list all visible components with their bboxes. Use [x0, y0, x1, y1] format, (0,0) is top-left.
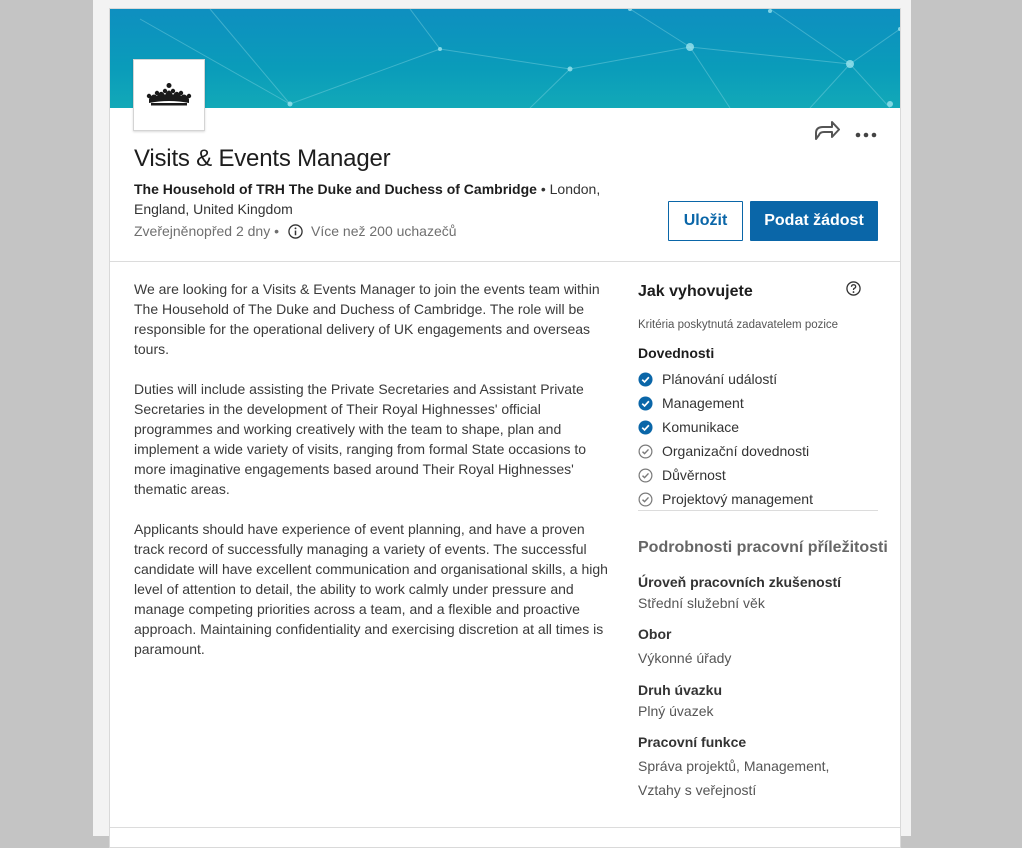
detail-label-job-function: Pracovní funkce	[638, 734, 747, 750]
company-location-line	[134, 179, 654, 219]
check-circle-filled-icon	[638, 372, 653, 387]
skills-heading: Dovednosti	[638, 345, 715, 361]
crown-logo-icon	[145, 82, 193, 108]
detail-value-industry: Výkonné úřady	[638, 650, 732, 666]
job-location: London, England, United Kingdom	[134, 181, 601, 217]
skill-label: Management	[662, 395, 744, 411]
separator: •	[536, 181, 550, 197]
skill-item	[638, 487, 813, 511]
check-circle-filled-icon	[638, 396, 653, 411]
save-button[interactable]: Uložit	[668, 201, 743, 241]
page	[93, 0, 911, 836]
skill-label: Komunikace	[662, 419, 740, 435]
skill-item	[638, 463, 813, 487]
skill-label: Důvěrnost	[662, 467, 726, 483]
detail-value-job-function: Správa projektů, Management, Vztahy s veřejností	[638, 758, 830, 798]
info-icon	[288, 224, 303, 239]
skill-item	[638, 391, 813, 415]
divider	[110, 827, 900, 828]
job-title: Visits & Events Manager	[134, 145, 391, 172]
more-options-icon[interactable]	[854, 126, 878, 134]
description-paragraph: Applicants should have experience of event planning, and have a proven track record of successfully managing a variety of events. The successful candidate will have excellent communication and organisational skills, a high level of attention to detail, the ability to work calmly under pressure and manage competing priorities across a team, and a flexible and proactive approach. Maintaining confidentiality and exercising discretion at all times is paramount.	[134, 521, 608, 657]
skill-item	[638, 439, 813, 463]
description-paragraph: Duties will include assisting the Private Secretaries and Assistant Private Secretaries in the development of Their Royal Highnesses' official programmes and working creatively with the team to shape, plan and implement a wide variety of visits, ranging from formal State occasions to more imaginative engagements based around Their Royal Highnesses' thematic areas.	[134, 381, 587, 497]
skill-label: Organizační dovednosti	[662, 443, 810, 459]
job-meta	[134, 223, 457, 239]
company-banner	[110, 9, 900, 108]
criteria-note: Kritéria poskytnutá zadavatelem pozice	[638, 319, 839, 331]
description-paragraph: We are looking for a Visits & Events Manager to join the events team within The Household of The Duke and Duchess of Cambridge. The role will be responsible for the operational delivery of UK engagements and overseas tours.	[134, 281, 600, 357]
check-circle-outline-icon	[638, 468, 653, 483]
skill-label: Plánování událostí	[662, 371, 778, 387]
skill-label: Projektový management	[662, 491, 813, 507]
fit-title: Jak vyhovujete	[638, 283, 753, 300]
skill-item	[638, 415, 813, 439]
divider	[638, 510, 878, 511]
check-circle-outline-icon	[638, 492, 653, 507]
detail-value-experience: Střední služební věk	[638, 595, 765, 611]
applicant-count: Více než 200 uchazečů	[311, 223, 457, 239]
check-circle-filled-icon	[638, 420, 653, 435]
share-icon[interactable]	[814, 119, 840, 141]
detail-label-employment-type: Druh úvazku	[638, 682, 723, 698]
apply-button[interactable]: Podat žádost	[750, 201, 878, 241]
check-circle-outline-icon	[638, 444, 653, 459]
details-title: Podrobnosti pracovní příležitosti	[638, 539, 888, 556]
divider	[110, 261, 900, 262]
detail-label-experience: Úroveň pracovních zkušeností	[638, 574, 842, 590]
help-icon[interactable]	[846, 281, 861, 301]
detail-value-employment-type: Plný úvazek	[638, 703, 714, 719]
company-logo[interactable]	[133, 59, 205, 131]
detail-label-industry: Obor	[638, 626, 672, 642]
job-description	[134, 279, 614, 679]
company-name-link[interactable]: The Household of TRH The Duke and Duchess of Cambridge	[134, 181, 537, 197]
job-card	[109, 8, 901, 848]
skills-list	[638, 367, 813, 511]
posted-date: Zveřejněnopřed 2 dny •	[134, 223, 279, 239]
skill-item	[638, 367, 813, 391]
network-pattern	[110, 9, 900, 108]
